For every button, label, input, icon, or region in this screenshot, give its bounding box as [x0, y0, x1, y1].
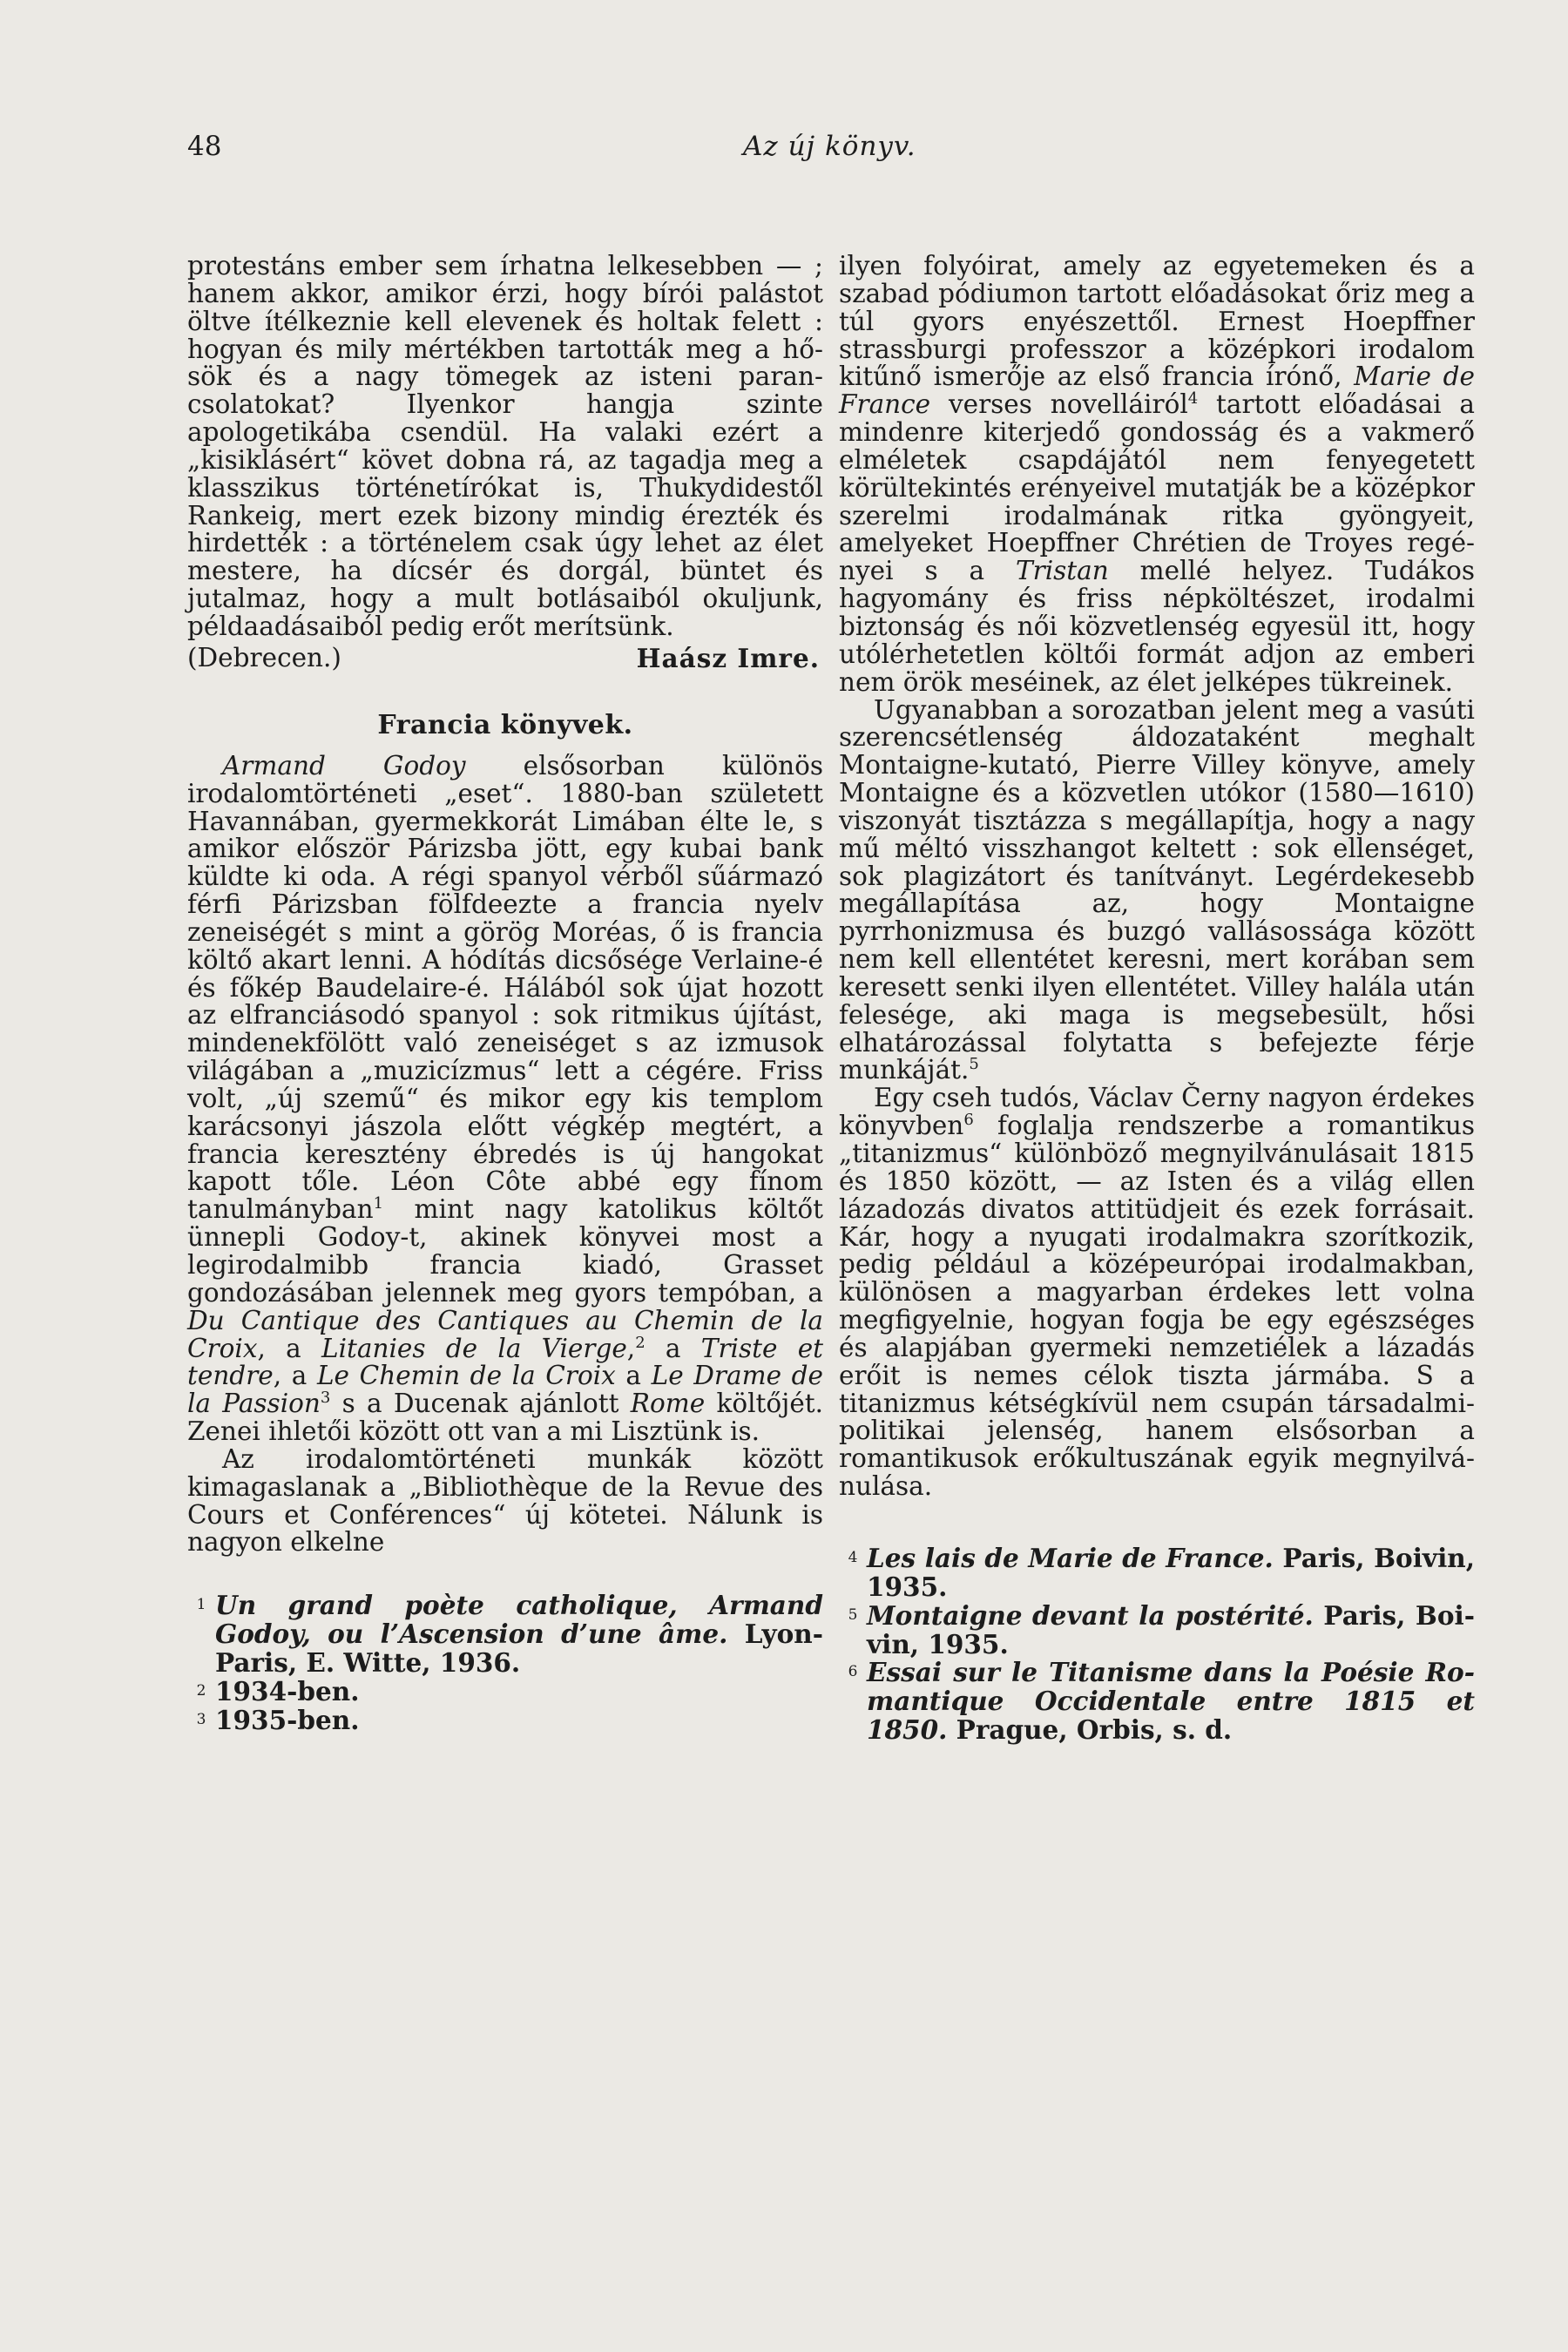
footnote-2: 2 1934-ben. [196, 1675, 360, 1707]
footnote-3: 3 1935-ben. [196, 1704, 360, 1735]
review-signature [187, 643, 823, 672]
footnote-gap [839, 1501, 1475, 1544]
paragraph-godoy: Armand Godoy elsősorban különös irodalomtörténeti „eset“. 1880-ban született Havannában, gyermekkorát Limában élte le, s amikor először Párizsba jött, egy kubai bank küldte ki oda. A régi spanyol vérből sűármazó férfi Párizsban fölfdeezte a francia nyelv zeneiségét s mint a görög Moréas, ő is francia költő akart lenni. A hódítás dicsősége Verlaine-é és főkép Baudelaire-é. Hálából sok újat hozott az elfranciásodó spanyol : sok ritmikus újítást, mindenekfölött való zeneiséget s az izmusok világában a „muzicízmus“ lett a cégére. Friss volt, „új szemű“ és mikor egy kis templom karácsonyi jászola előtt végkép megtért, a francia keresztény ébredés is új hangokat kapott tőle. Léon Côte abbé egy fínom tanulmányban$^1$ mint nagy katolikus költőt ünnepli Godoy-t, akinek könyvei most a legirodalmibb francia kiadó, Grasset gondozásában jelennek meg gyors tempóban, a Du Cantique des Cantiques au Chemin de la Croix, a Litanies de la Vierge,$^2$ a Triste et tendre, a Le Chemin de la Croix a Le Drame de la Passion$^3$ s a Ducenak ajánlott Rome költőjét. Zenei ihletői között ott van a mi Lisztünk is. [187, 750, 824, 1447]
paragraph-villey: Ugyanabban a sorozatban jelent meg a vasúti szerencsétlenség áldozataként meghalt Montaigne-kutató, Pierre Villey könyve, amely Montaigne és a közvetlen utókor (1580—1610) viszonyát tisztázza s megállapítja, hogy a nagy mű méltó visszhangot keltett : sok ellenséget, sok plagizátort és tanítványt. Legérdekesebb megállapítása az, hogy Montaigne pyrrhonizmusa és buzgó vallásossága között nem kell ellentétet keresni, mert korában sem keresett senki ilyen ellentétet. Villey halála után felesége, aki maga is megsebesült, hősi elhatározással folytatta s befejezte férje munkáját.$^5$ [839, 694, 1475, 1085]
footnote-4: 4 Les lais de Marie de France. Paris, Boivin, 1935. [848, 1542, 1476, 1602]
footnote-gap [187, 1557, 823, 1592]
footnote-ref-4: 4 [1187, 389, 1199, 409]
running-head [187, 131, 1342, 169]
footnote-ref-3: 3 [320, 1389, 331, 1408]
footnote-ref-2: 2 [635, 1333, 645, 1352]
footnotes-left [187, 1592, 823, 1734]
book-title: Rome [630, 1389, 706, 1419]
signature-author: Haász Imre. [636, 642, 820, 673]
footnotes-right [839, 1544, 1475, 1745]
author-name: Armand Godoy [222, 750, 466, 781]
book-title: Tristan [1015, 556, 1109, 586]
paragraph-irodalomtorteneti: Az irodalomtörténeti munkák között kimagaslanak a „Bibliothèque de la Revue des Cours et Conférences“ új kötetei. Nálunk is nagyon elkelne [187, 1443, 823, 1558]
signature-place: (Debrecen.) [187, 642, 341, 672]
book-title: Le Drame de la Passion [187, 1361, 823, 1419]
right-column [839, 253, 1475, 1745]
running-title: Az új könyv. [743, 131, 916, 162]
paragraph-protestans: protestáns ember sem írhatna lelkesebben — ; hanem akkor, amikor érzi, hogy bírói palástot öltve ítélkeznie kell elevenek és holtak felett : hogyan és mily mértékben tartották meg a hősök és a nagy tömegek az isteni parancsolatokat? Ilyenkor hangja szinte apologetikába csendül. Ha valaki ezért a „kisiklásért“ követ dobna rá, az tagadja meg a klasszikus történetírókat is, Thukydidestől Rankeig, mert ezek bizony mindig érezték és hirdették : a történelem csak úgy lehet az élet mestere, ha dícsér és dorgál, büntet és jutalmaz, hogy a mult botlásaiból okuljunk, példaadásaiból pedig erőt merítsünk. [187, 251, 823, 641]
footnote-1: 1 Un grand poète catholique, Armand Godoy, ou l’Ascension d’une âme. Lyon-Paris, E. Witte, 1936. [196, 1590, 823, 1678]
section-title: Francia könyvek. [377, 709, 633, 740]
book-title: Triste et tendre [187, 1333, 824, 1391]
footnote-ref-6: 6 [963, 1111, 974, 1130]
footnote-ref-5: 5 [969, 1055, 979, 1074]
book-title: Du Cantique des Cantiques au Chemin de la Croix [187, 1305, 823, 1363]
footnote-5: 5 Montaigne devant la postérité. Paris, Boivin, 1935. [848, 1599, 1475, 1659]
book-title: Litanies de la Vierge [321, 1333, 627, 1363]
page-number: 48 [187, 131, 222, 162]
footnote-ref-1: 1 [373, 1194, 384, 1213]
paragraph-folyoirat: ilyen folyóirat, amely az egyetemeken és a szabad pódiumon tartott előadásokat őriz meg a túl gyors enyészettől. Ernest Hoepffner strassburgi professzor a középkori irodalom kitűnő ismerője az első francia írónő, Marie de France verses novelláiról$^4$ tartott előadásai a mindenre kiterjedő gondosság és a vakmerő elméletek csapdájától nem fenyegetett körültekintés erényeivel mutatják be a középkor szerelmi irodalmának ritka gyöngyeit, amelyeket Hoepffner Chrétien de Troyes regényei s a Tristan mellé helyez. Tudákos hagyomány és friss népköltészet, irodalmi biztonság és női közvetlenség egyesül itt, hogy utólérhetetlen költői formát adjon az emberi nem örök meséinek, az élet jelképes tükreinek. [839, 251, 1475, 697]
author-name: Marie de France [839, 362, 1475, 420]
paragraph-cerny: Egy cseh tudós, Václav Černy nagyon érdekes könyvben$^6$ foglalja rendszerbe a romantikus „titanizmus“ különböző megnyilvánulásait 1815 és 1850 között, — az Isten és a világ ellen lázadozás divatos attitüdjeit és ezek forrásait. Kár, hogy a nyugati irodalmakra szorítkozik, pedig például a középeurópai irodalmakban, különösen a magyarban érdekes lett volna megfigyelnie, hogyan fogja be egy egészséges és alapjában gyermeki nemzetiélek a lázadás erőit is nemes célok tiszta jármába. S a titanizmus kétségkívül nem csupán társadalmi-politikai jelenség, hanem elsősorban a romantikusok erőkultuszának egyik megnyilvánulása. [839, 1083, 1475, 1502]
book-title: Le Chemin de la Croix [316, 1361, 616, 1391]
footnote-6: 6 Essai sur le Titanisme dans la Poésie Romantique Occidentale entre 1815 et 1850. Prague, Orbis, s. d. [848, 1657, 1475, 1746]
left-column [187, 253, 823, 1735]
